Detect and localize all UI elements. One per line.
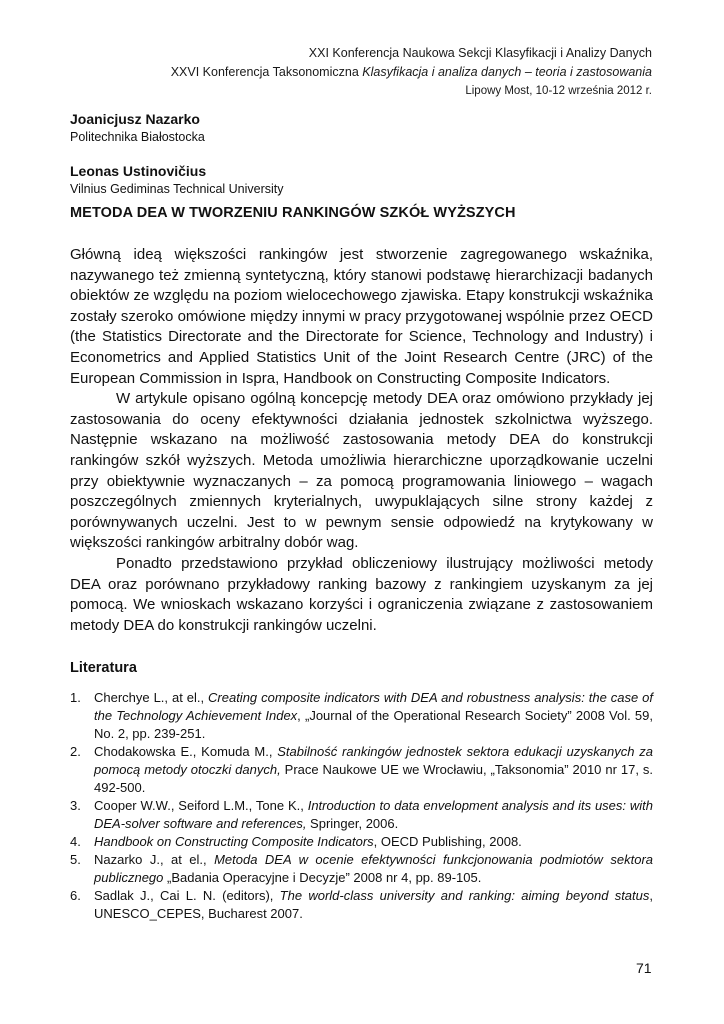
paragraph: W artykule opisano ogólną koncepcję metody DEA oraz omówiono przykłady jej zastosowania do oceny efektywności działania jednostek szkolnictwa wyższego. Następnie wskazano na możliwość zastosowania metody DEA do konstrukcji rankingów szkół wyższych. Metoda umożliwia hierarchiczne uporządkowanie uczelni przy obiektywnie wyznaczanych – za pomocą programowania liniowego – wagach poszczególnych zmiennych kryterialnych, uwypuklających silne strony każdej z porównywanych uczelni. Jest to w pewnym sensie odpowiedź na krytykowany w większości rankingów arbitralny dobór wag. <box>70 390 653 552</box>
reference-title: Creating composite indicators with DEA and robustness analysis: the case of the Technology Achievement Index <box>94 690 653 723</box>
header-line-3: Lipowy Most, 10-12 września 2012 r. <box>465 85 652 97</box>
reference-item <box>70 851 653 887</box>
reference-authors: Chodakowska E., Komuda M., <box>94 744 278 759</box>
reference-title: The world-class university and ranking: aiming beyond status <box>279 888 650 903</box>
reference-authors: Nazarko J., at el., <box>94 852 215 867</box>
author-name: Leonas Ustinovičius <box>70 163 207 179</box>
reference-number: 2. <box>70 744 81 759</box>
reference-item <box>70 689 653 743</box>
paragraph: Główną ideą większości rankingów jest stworzenie zagregowanego wskaźnika, nazywanego też zmienną syntetyczną, który stanowi podstawę hierarchizacji badanych obiektów ze względu na poziom wielocechowego zjawiska. Etapy konstrukcji wskaźnika zostały szeroko omówione między innymi w pracy przygotowanej wspólnie przez OECD (the Statistics Directorate and the Directorate for Science, Technology and Industry) i Econometrics and Applied Statistics Unit of the Joint Research Centre (JRC) of the European Commission in Ispra, Handbook on Constructing Composite Indicators. <box>70 246 653 387</box>
reference-item <box>70 743 653 797</box>
page-number: 71 <box>636 960 652 976</box>
paper-title: METODA DEA W TWORZENIU RANKINGÓW SZKÓŁ WYŻSZYCH <box>70 205 516 221</box>
header-line-2-prefix: XXVI Konferencja Taksonomiczna <box>170 65 363 79</box>
reference-source: „Badania Operacyjne i Decyzje” 2008 nr 4, pp. 89-105. <box>163 870 482 885</box>
author-block <box>70 162 284 198</box>
reference-list <box>70 689 653 923</box>
reference-item <box>70 887 653 923</box>
conference-header <box>171 44 652 101</box>
reference-source: , „Journal of the Operational Research Society” 2008 Vol. 59, No. 2, pp. 239-251. <box>94 708 653 741</box>
paragraph: Ponadto przedstawiono przykład obliczeniowy ilustrujący możliwości metody DEA oraz porównano przykładowy ranking bazowy z rankingiem uzyskanym za jej pomocą. We wnioskach wskazano korzyści i ograniczenia związane z zastosowaniem metody DEA do konstrukcji rankingów uczelni. <box>70 554 653 634</box>
reference-authors: Cherchye L., at el., <box>94 690 209 705</box>
reference-title: Introduction to data envelopment analysis and its uses: with DEA-solver software and references, <box>94 798 654 831</box>
header-line-2 <box>171 63 652 82</box>
reference-source: Springer, 2006. <box>306 816 399 831</box>
reference-number: 6. <box>70 888 81 903</box>
reference-number: 5. <box>70 852 81 867</box>
literature-heading: Literatura <box>70 660 137 676</box>
abstract-body <box>70 245 653 636</box>
reference-source: Prace Naukowe UE we Wrocławiu, „Taksonomia” 2010 nr 17, s. 492-500. <box>94 762 653 795</box>
author-name: Joanicjusz Nazarko <box>70 111 200 127</box>
author-affiliation: Vilnius Gediminas Technical University <box>70 182 284 196</box>
reference-title: Stabilność rankingów jednostek sektora edukacji uzyskanych za pomocą metody otoczki danych, <box>94 744 653 777</box>
reference-number: 3. <box>70 798 81 813</box>
reference-title: Metoda DEA w ocenie efektywności funkcjonowania podmiotów sektora publicznego <box>94 852 653 885</box>
author-affiliation: Politechnika Białostocka <box>70 130 205 144</box>
reference-item <box>70 833 653 851</box>
reference-source: , OECD Publishing, 2008. <box>373 834 522 849</box>
reference-authors: Cooper W.W., Seiford L.M., Tone K., <box>94 798 308 813</box>
reference-number: 1. <box>70 690 81 705</box>
reference-item <box>70 797 653 833</box>
reference-authors: Sadlak J., Cai L. N. (editors), <box>94 888 280 903</box>
reference-number: 4. <box>70 834 81 849</box>
reference-title: Handbook on Constructing Composite Indicators <box>94 834 374 849</box>
header-line-1: XXI Konferencja Naukowa Sekcji Klasyfikacji i Analizy Danych <box>308 46 652 60</box>
author-block <box>70 110 205 146</box>
reference-source: , UNESCO_CEPES, Bucharest 2007. <box>94 888 654 921</box>
header-line-2-italic: Klasyfikacja i analiza danych – teoria i zastosowania <box>362 65 652 79</box>
